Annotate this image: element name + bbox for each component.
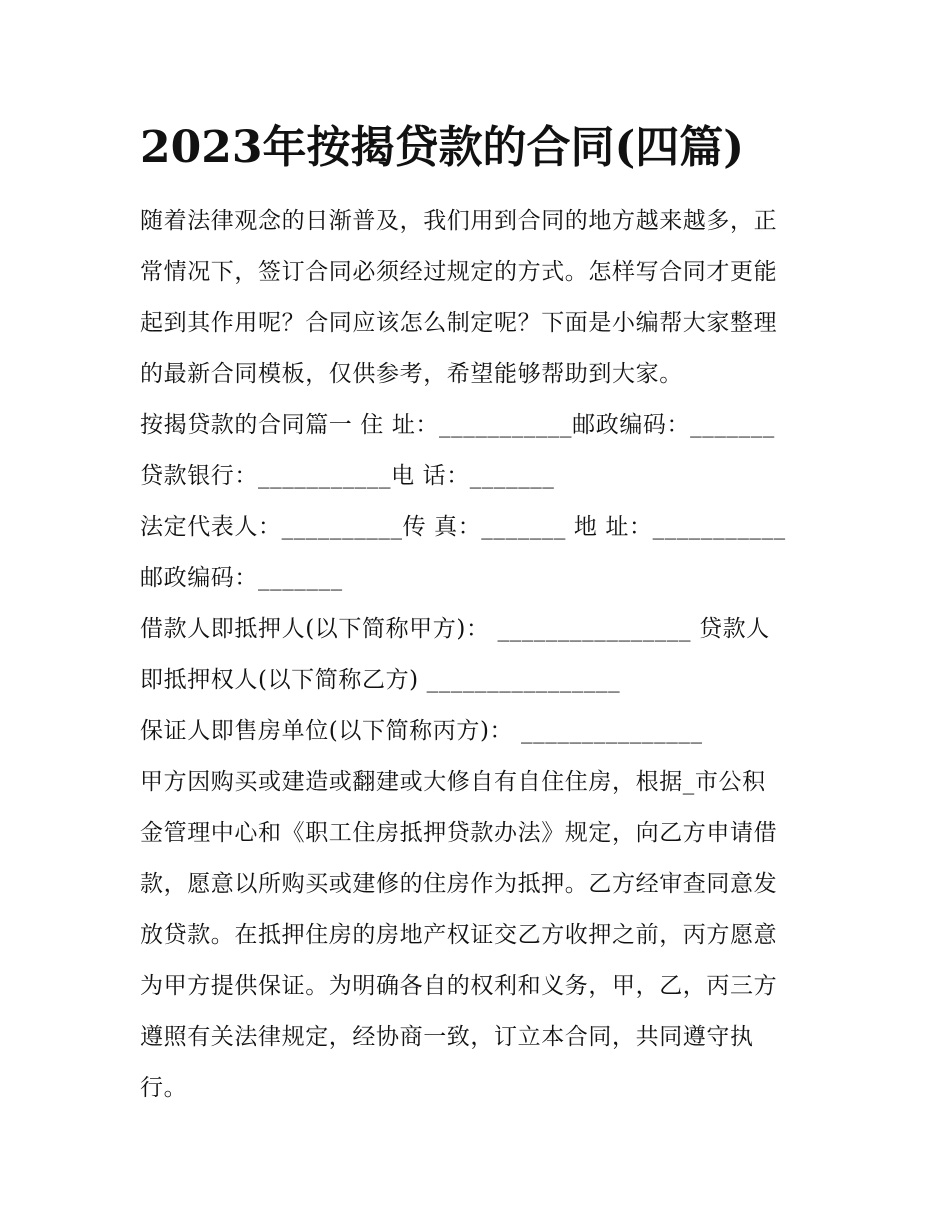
- body-line: 按揭贷款的合同篇一 住 址：___________邮政编码：_______: [140, 412, 775, 438]
- body-line: 行。: [140, 1075, 188, 1101]
- body-line: 起到其作用呢？合同应该怎么制定呢？下面是小编帮大家整理: [140, 310, 778, 336]
- body-line: 放贷款。在抵押住房的房地产权证交乙方收押之前，丙方愿意: [140, 922, 778, 948]
- body-line: 的最新合同模板，仅供参考，希望能够帮助到大家。: [140, 361, 683, 387]
- document-title: 2023年按揭贷款的合同(四篇): [140, 122, 745, 173]
- body-line: 甲方因购买或建造或翻建或大修自有自住住房，根据_市公积: [140, 769, 766, 795]
- body-line: 邮政编码：_______: [140, 565, 343, 591]
- body-line: 为甲方提供保证。为明确各自的权利和义务，甲，乙，丙三方: [140, 973, 778, 999]
- body-line: 贷款银行：___________电 话：_______: [140, 463, 555, 489]
- body-line: 遵照有关法律规定，经协商一致，订立本合同，共同遵守执: [140, 1024, 754, 1050]
- body-line: 即抵押权人(以下简称乙方) ________________: [140, 667, 621, 693]
- body-line: 金管理中心和《职工住房抵押贷款办法》规定，向乙方申请借: [140, 820, 778, 846]
- body-line: 法定代表人：__________传 真：_______ 地 址：___________: [140, 514, 786, 540]
- body-line: 借款人即抵押人(以下简称甲方)： ________________ 贷款人: [140, 616, 770, 642]
- body-line: 随着法律观念的日渐普及，我们用到合同的地方越来越多，正: [140, 208, 778, 234]
- body-line: 款，愿意以所购买或建修的住房作为抵押。乙方经审查同意发: [140, 871, 778, 897]
- body-line: 常情况下，签订合同必须经过规定的方式。怎样写合同才更能: [140, 259, 778, 285]
- body-line: 保证人即售房单位(以下简称丙方)： _______________: [140, 718, 703, 744]
